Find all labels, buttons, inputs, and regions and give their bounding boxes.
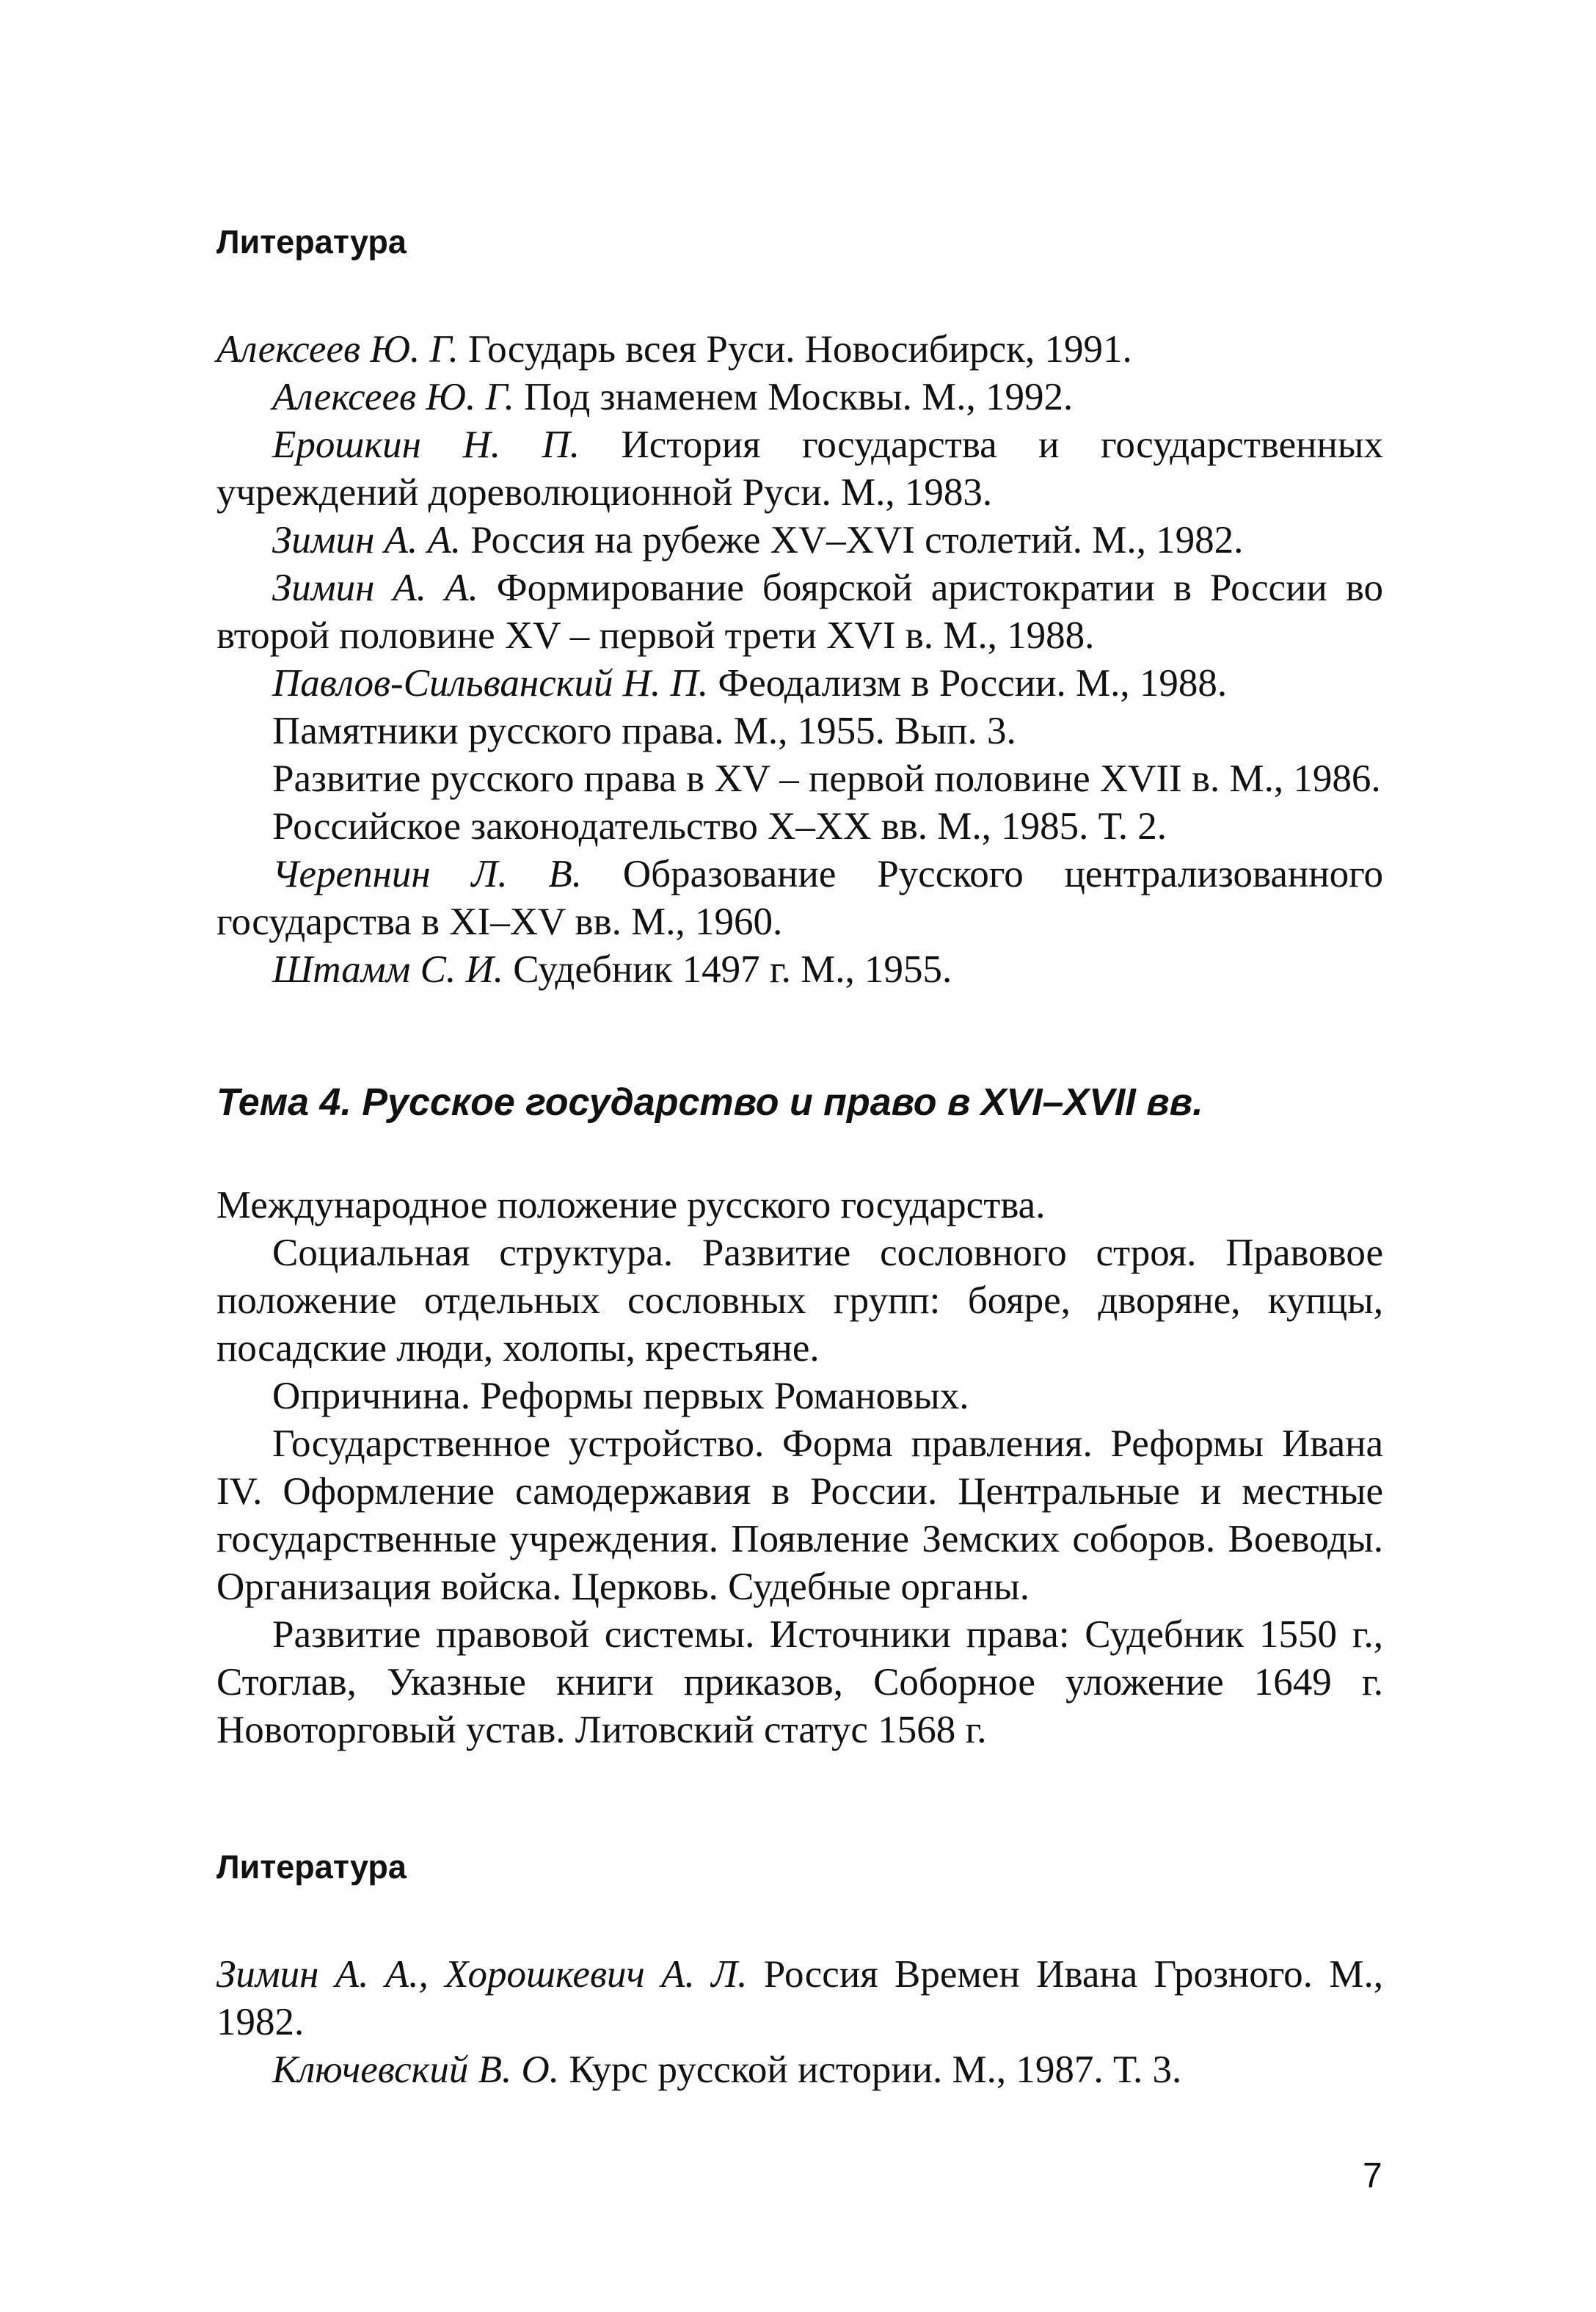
topic-paragraph: Государственное устройство. Форма правления. Реформы Ивана IV. Оформление самодержавия в России. Центральные и местные государственные учреждения. Появление Земских соборов. Воеводы. Организация войска. Церковь. Судебные органы. [216,1422,1383,1608]
literature-heading: Литература [216,1848,407,1886]
entry-text: Памятники русского права. М., 1955. Вып. 3. [272,710,1016,752]
entry-text: Формирование боярской аристократии в России во второй половине XV – первой трети XVI в. М., 1988. [216,567,1383,657]
entry-author: Павлов-Сильванский Н. П. [272,662,709,705]
bibliography-entry [216,326,1383,374]
entry-text: Развитие русского права в XV – первой половине XVII в. М., 1986. [272,757,1381,800]
entry-text: Россия на рубеже XV–XVI столетий. М., 1982. [461,519,1244,561]
entry-text: Судебник 1497 г. М., 1955. [503,948,952,991]
bibliography-entry [216,755,1383,803]
entry-author: Зимин А. А., Хорошкевич А. Л. [216,1953,748,1996]
entry-text: Россия Времен Ивана Грозного. М., 1982. [216,1953,1383,2043]
topic-heading: Тема 4. Русское государство и право в XVI–XVII вв. [216,1081,1203,1124]
page-content [216,220,1383,2094]
entry-author: Черепнин Л. В. [272,853,583,895]
entry-author: Ключевский В. О. [272,2049,560,2091]
bibliography-entry [216,708,1383,755]
entry-text: История государства и государственных учреждений дореволюционной Руси. М., 1983. [216,423,1383,514]
bibliography-entry [216,421,1383,517]
page-number: 7 [1363,2156,1382,2195]
bibliography-entry [216,1951,1383,2046]
bibliography-entry [216,946,1383,994]
entry-text: Феодализм в России. М., 1988. [708,662,1228,705]
topic-paragraph: Опричнина. Реформы первых Романовых. [272,1375,969,1417]
entry-author: Алексеев Ю. Г. [216,328,459,371]
entry-text: Российское законодательство X–XX вв. М., 1985. Т. 2. [272,805,1167,848]
bibliography-entry [216,660,1383,708]
bibliography-entry [216,374,1383,421]
bibliography-entry [216,517,1383,564]
literature-heading: Литература [216,223,407,261]
bibliography-entry [216,803,1383,851]
bibliography-entry [216,2046,1383,2094]
topic-paragraph: Развитие правовой системы. Источники права: Судебник 1550 г., Стоглав, Указные книги приказов, Соборное уложение 1649 г. Новоторговый устав. Литовский статус 1568 г. [216,1613,1383,1751]
entry-text: Под знаменем Москвы. М., 1992. [514,376,1074,418]
entry-text: Образование Русского централизованного государства в XI–XV вв. М., 1960. [216,853,1383,943]
entry-text: Государь всея Руси. Новосибирск, 1991. [458,328,1132,371]
entry-author: Алексеев Ю. Г. [272,376,514,418]
entry-author: Ерошкин Н. П. [272,423,580,466]
entry-author: Штамм С. И. [272,948,503,991]
entry-text: Курс русской истории. М., 1987. Т. 3. [559,2049,1182,2091]
entry-author: Зимин А. А. [272,519,462,561]
bibliography-entry [216,564,1383,660]
topic-paragraph: Социальная структура. Развитие сословного строя. Правовое положение отдельных сословных групп: бояре, дворяне, купцы, посадские люди, холопы, крестьяне. [216,1232,1383,1370]
entry-author: Зимин А. А. [272,567,478,609]
bibliography-entry [216,851,1383,946]
topic-paragraph: Международное положение русского государства. [216,1184,1046,1226]
